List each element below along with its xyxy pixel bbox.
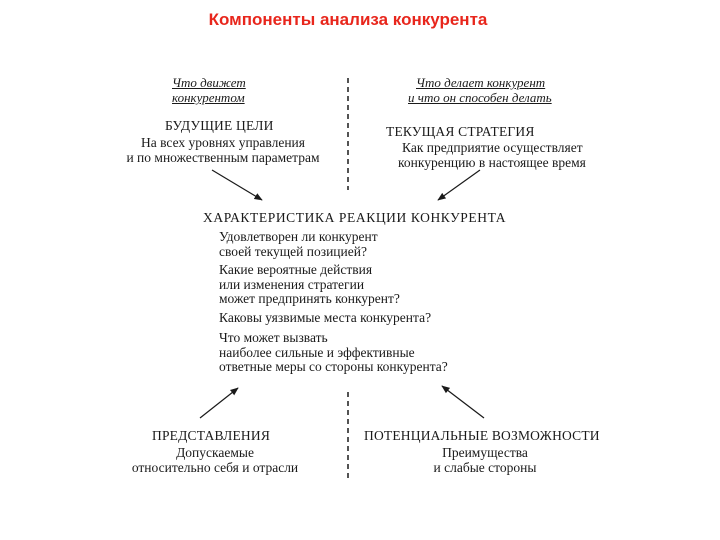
current-strategy-heading: ТЕКУЩАЯ СТРАТЕГИЯ bbox=[386, 124, 535, 139]
future-goals-heading: БУДУЩИЕ ЦЕЛИ bbox=[165, 118, 274, 133]
goals-subtitle-line-1: Что движет bbox=[172, 75, 246, 90]
arrow-strategy-to-center bbox=[438, 170, 480, 200]
arrow-goals-to-center bbox=[212, 170, 262, 200]
future-goals-text-line-1: На всех уровнях управления bbox=[141, 135, 305, 150]
future-goals-text-line-2: и по множественным параметрам bbox=[126, 149, 320, 165]
current-strategy-text-line-2: конкуренцию в настоящее время bbox=[398, 154, 586, 170]
question-4: Что может вызвать наиболее сильные и эффективные ответные меры со стороны конкурента? bbox=[219, 330, 448, 374]
goals-subtitle-line-2: конкурентом bbox=[172, 90, 245, 105]
arrow-assumptions-to-center bbox=[200, 388, 238, 418]
current-strategy-text-line-1: Как предприятие осуществляет bbox=[402, 140, 583, 155]
strategy-subtitle-line-1: Что делает конкурент bbox=[416, 75, 546, 90]
question-3: Каковы уязвимые места конкурента? bbox=[219, 309, 432, 325]
arrow-capabilities-to-center bbox=[442, 386, 484, 418]
competitor-response-heading: ХАРАКТЕРИСТИКА РЕАКЦИИ КОНКУРЕНТА bbox=[203, 210, 507, 225]
strategy-subtitle-line-2: и что он способен делать bbox=[408, 90, 552, 105]
page-title: Компоненты анализа конкурента bbox=[208, 10, 488, 29]
capabilities-text-line-1: Преимущества bbox=[442, 445, 528, 460]
assumptions-text-line-1: Допускаемые bbox=[176, 445, 254, 460]
question-2: Какие вероятные действия или изменения стратегии может предпринять конкурент? bbox=[219, 262, 400, 306]
assumptions-text-line-2: относительно себя и отрасли bbox=[131, 459, 299, 475]
question-1: Удовлетворен ли конкурент своей текущей позицией? bbox=[219, 229, 378, 259]
capabilities-heading: ПОТЕНЦИАЛЬНЫЕ ВОЗМОЖНОСТИ bbox=[364, 428, 600, 443]
capabilities-text-line-2: и слабые стороны bbox=[433, 459, 537, 475]
assumptions-heading: ПРЕДСТАВЛЕНИЯ bbox=[152, 428, 271, 443]
